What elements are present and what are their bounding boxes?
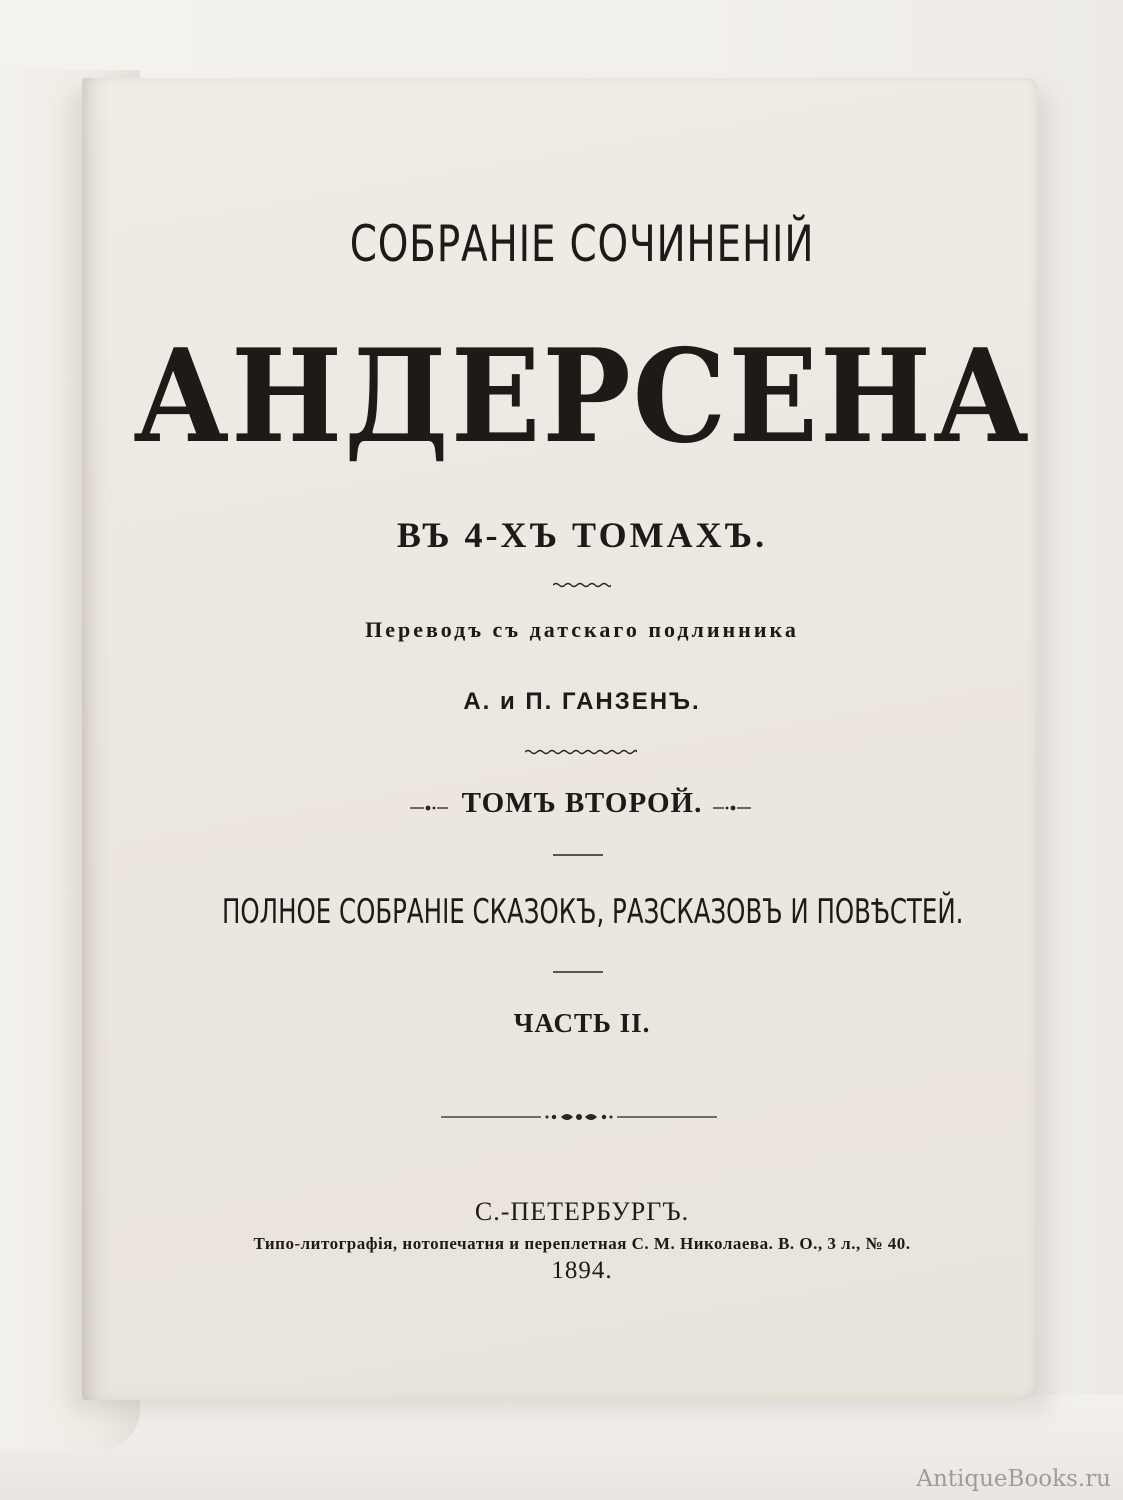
volume-count: ВЪ 4-ХЪ ТОМАХЪ. — [396, 515, 768, 555]
wavy-rule-1 — [553, 581, 611, 589]
translation-note: Переводъ съ датскаго подлинника — [365, 617, 799, 642]
part-number: ЧАСТЬ II. — [513, 1008, 651, 1038]
printer-imprint: Типо-литографія, нотопечатня и переплетная С. М. Николаева. В. О., 3 л., № 40. — [253, 1234, 911, 1253]
city: С.-ПЕТЕРБУРГЪ. — [474, 1197, 690, 1226]
translators: А. и П. ГАНЗЕНЪ. — [463, 688, 701, 715]
author-name: АНДЕРСЕНА — [133, 322, 1031, 472]
ornamental-rule — [441, 1110, 717, 1124]
collected-works-heading: СОБРАНІЕ СОЧИНЕНІЙ — [349, 215, 815, 273]
wavy-rule-2 — [525, 748, 637, 756]
volume-marker: ТОМЪ ВТОРОЙ. — [461, 787, 703, 819]
series-title: ПОЛНОЕ СОБРАНІЕ СКАЗОКЪ, РАЗСКАЗОВЪ И ПОВѢСТЕЙ. — [222, 892, 964, 932]
fleuron-right — [713, 802, 751, 814]
watermark: AntiqueBooks.ru — [916, 1466, 1111, 1492]
rule-1 — [553, 853, 603, 857]
rule-2 — [553, 970, 603, 974]
publication-year: 1894. — [551, 1257, 613, 1284]
